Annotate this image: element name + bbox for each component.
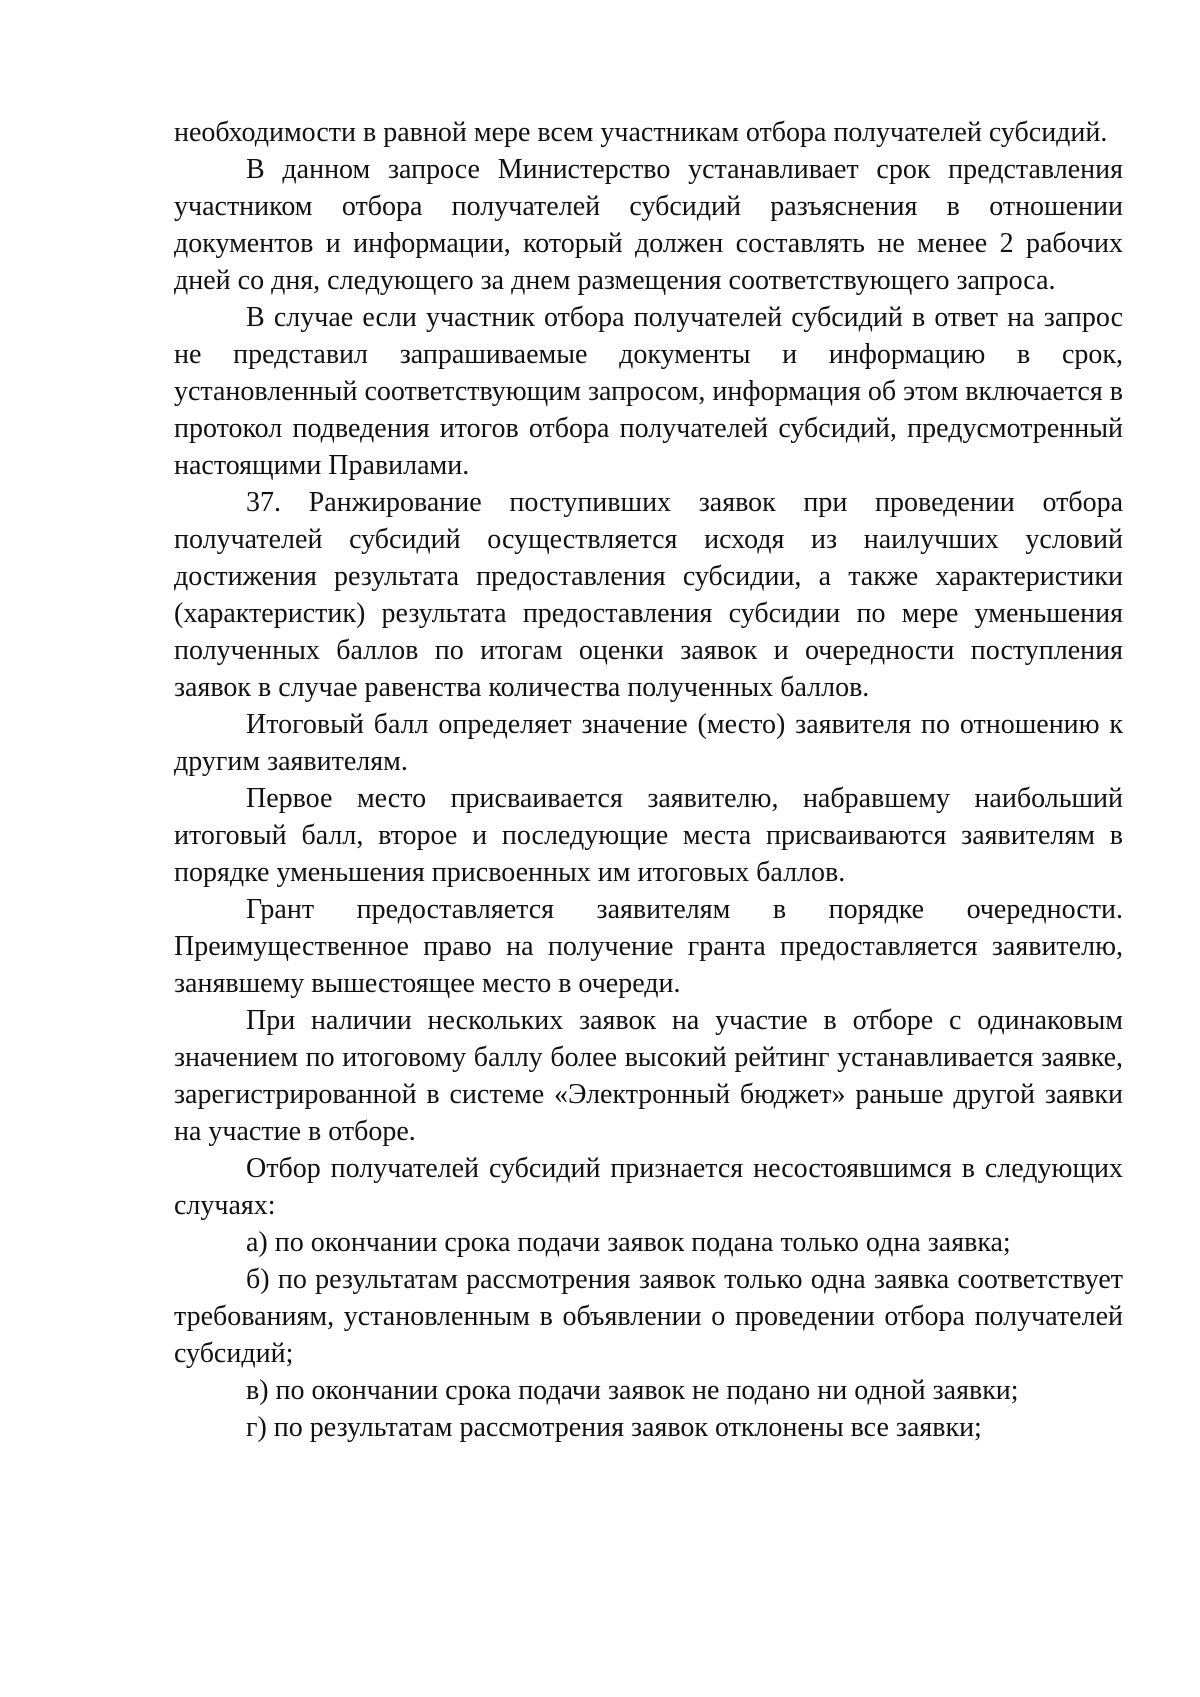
document-body [174, 114, 1123, 1446]
list-item-a: а) по окончании срока подачи заявок подана только одна заявка; [246, 1227, 1011, 1258]
list-item-v: в) по окончании срока подачи заявок не подано ни одной заявки; [246, 1375, 1019, 1406]
paragraph-equal-score: При наличии нескольких заявок на участие в отборе с одинаковым значением по итоговому баллу более высокий рейтинг устанавливается заявке, зарегистрированной в системе «Электронный бюджет» раньше другой заявки на участие в отборе. [174, 1005, 1123, 1147]
paragraph-missing-documents: В случае если участник отбора получателей субсидий в ответ на запрос не представил запрашиваемые документы и информацию в срок, установленный соответствующим запросом, информация об этом включается в протокол подведения итогов отбора получателей субсидий, предусмотренный настоящими Правилами. [174, 302, 1123, 481]
list-item-b: б) по результатам рассмотрения заявок только одна заявка соответствует требованиям, установленным в объявлении о проведении отбора получателей субсидий; [174, 1264, 1123, 1369]
list-item-g: г) по результатам рассмотрения заявок отклонены все заявки; [246, 1412, 982, 1443]
paragraph-grant-order: Грант предоставляется заявителям в порядке очередности. Преимущественное право на получение гранта предоставляется заявителю, занявшему вышестоящее место в очереди. [174, 894, 1123, 999]
paragraph-continuation: необходимости в равной мере всем участникам отбора получателей субсидий. [174, 117, 1108, 148]
paragraph-request-deadline: В данном запросе Министерство устанавливает срок представления участником отбора получателей субсидий разъяснения в отношении документов и информации, который должен составлять не менее 2 рабочих дней со дня, следующего за днем размещения соответствующего запроса. [174, 154, 1123, 296]
paragraph-37-ranking: 37. Ранжирование поступивших заявок при проведении отбора получателей субсидий осуществляется исходя из наилучших условий достижения результата предоставления субсидии, а также характеристики (характеристик) результата предоставления субсидии по мере уменьшения полученных баллов по итогам оценки заявок и очередности поступления заявок в случае равенства количества полученных баллов. [174, 487, 1123, 703]
paragraph-failed-selection: Отбор получателей субсидий признается несостоявшимся в следующих случаях: [174, 1153, 1123, 1221]
paragraph-final-score: Итоговый балл определяет значение (место) заявителя по отношению к другим заявителям. [174, 709, 1123, 777]
paragraph-first-place: Первое место присваивается заявителю, набравшему наибольший итоговый балл, второе и последующие места присваиваются заявителям в порядке уменьшения присвоенных им итоговых баллов. [174, 783, 1123, 888]
